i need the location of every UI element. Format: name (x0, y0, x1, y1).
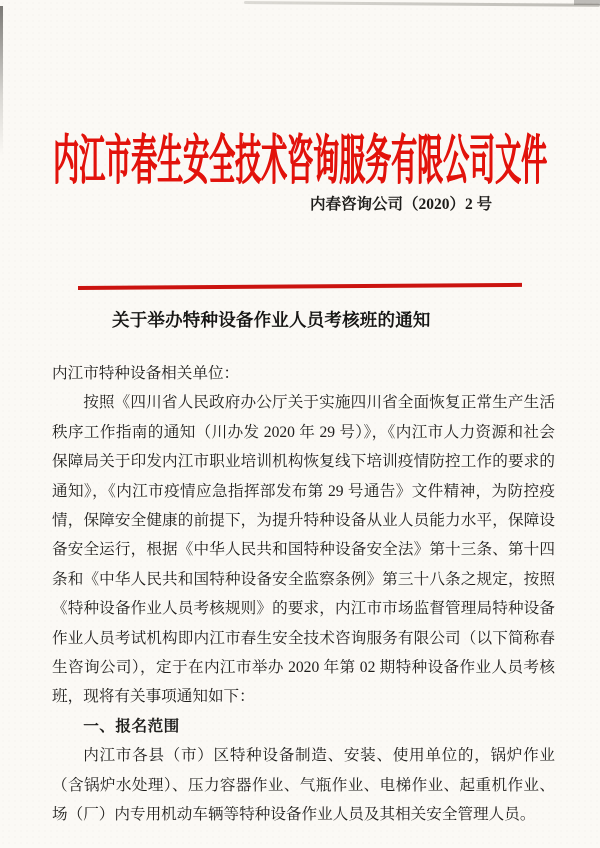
section-1-heading: 一、报名范围 (83, 717, 180, 735)
org-title-banner: 内江市春生安全技术咨询服务有限公司文件 (52, 131, 547, 191)
body-paragraph-1: 按照《四川省人民政府办公厅关于实施四川省全面恢复正常生产生活秩序工作指南的通知（川办发 2020 年 29 号）》，《内江市人力资源和社会保障局关于印发内江市职业培训机构恢复线下培训疫情防控工作的要求的通知》，《内江市疫情应急指挥部发布第 29 号通告》文件精神，为防控疫情，保障安全健康的前提下，为提升特种设备从业人员能力水平，保障设备安全运行，根据《中华人民共和国特种设备安全法》第十三条、第十四条和《中华人民共和国特种设备安全监察条例》第三十八条之规定，按照《特种设备作业人员考核规则》的要求，内江市市场监督管理局特种设备作业人员考试机构即内江市春生安全技术咨询服务有限公司（以下简称春生咨询公司），定于在内江市举办 2020 年第 02 期特种设备作业人员考核班，现将有关事项通知如下： (52, 394, 555, 706)
document-title: 关于举办特种设备作业人员考核班的通知 (112, 310, 431, 330)
red-separator-line (78, 283, 522, 290)
scan-artifact-top-corner (574, 0, 600, 5)
document-body (52, 359, 555, 830)
section-1-text: 内江市各县（市）区特种设备制造、安装、使用单位的，锅炉作业（含锅炉水处理）、压力容器作业、气瓶作业、电梯作业、起重机作业、场（厂）内专用机动车辆等特种设备作业人员及其相关安全管理人员。 (52, 747, 555, 824)
scan-artifact-top-edge (244, 1, 600, 7)
doc-number: 内春咨询公司（2020）2 号 (310, 196, 493, 213)
salutation: 内江市特种设备相关单位： (52, 365, 240, 382)
